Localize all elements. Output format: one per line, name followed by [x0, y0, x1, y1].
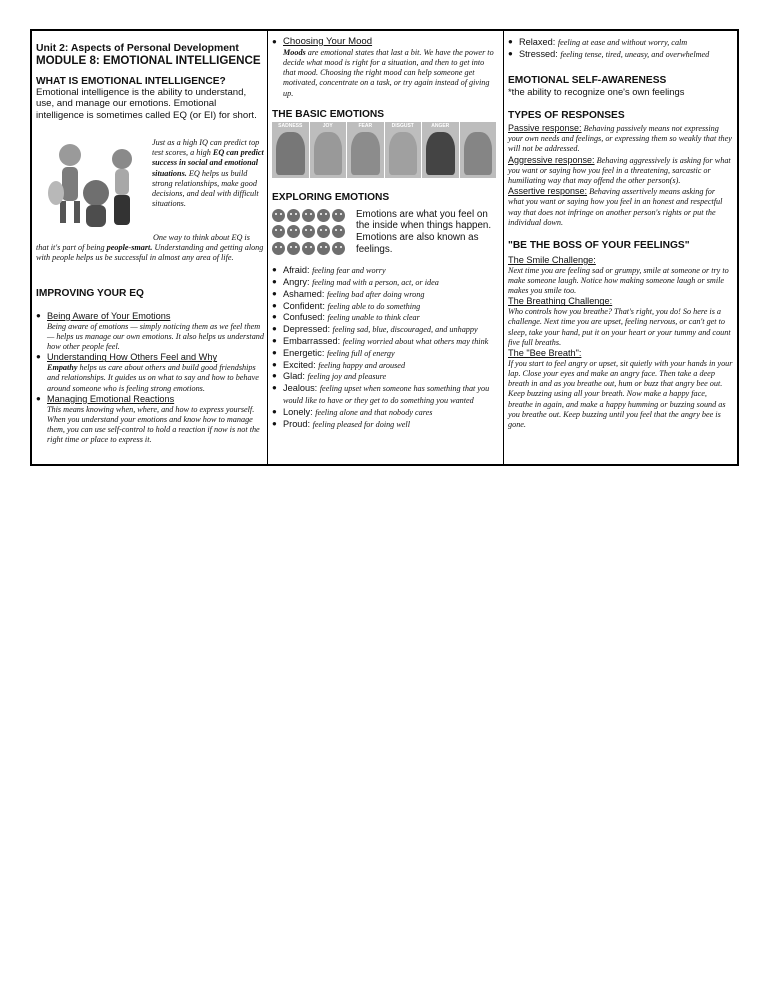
- emotion-item: ● Ashamed: feeling bad after doing wrong: [272, 289, 499, 301]
- eq-side-note: Just as a high IQ can predict top test scores, a high EQ can predict success in social and emotional situations. EQ helps us build strong relationships, make good decisions, and deal with difficult situations.: [152, 138, 264, 209]
- emotion-item: ● Glad: feeling joy and pleasure: [272, 371, 499, 383]
- self-awareness-heading: EMOTIONAL SELF-AWARENESS: [508, 74, 667, 86]
- what-heading: WHAT IS EMOTIONAL INTELLIGENCE?: [36, 76, 226, 87]
- emotion-item: ● Proud: feeling pleased for doing well: [272, 419, 499, 431]
- emotion-item: ● Excited: feeling happy and aroused: [272, 360, 499, 372]
- emotion-face: SADNESS: [272, 122, 309, 178]
- emoji-icon: [272, 209, 285, 222]
- item-title: ● Understanding How Others Feel and Why: [36, 352, 264, 363]
- boss-heading: "BE THE BOSS OF YOUR FEELINGS": [508, 240, 690, 252]
- improving-eq-section: [36, 288, 264, 445]
- exploring-heading: EXPLORING EMOTIONS: [272, 191, 390, 203]
- emotion-face: [460, 122, 497, 178]
- emotion-item: ● Relaxed: feeling at ease and without worry, calm: [508, 37, 733, 49]
- exploring-text: Emotions are what you feel on the inside when things happen. Emotions are also known as feelings.: [356, 208, 492, 255]
- what-body: Emotional intelligence is the ability to understand, use, and manage our emotions. Emotional intelligence is sometimes called EQ (or EI) for short.: [36, 87, 257, 121]
- basic-emotions-heading: THE BASIC EMOTIONS: [272, 108, 385, 120]
- item-title: ● Managing Emotional Reactions: [36, 394, 264, 405]
- emoji-icon: [287, 242, 300, 255]
- emotion-item: ● Stressed: feeling tense, tired, uneasy, and overwhelmed: [508, 49, 733, 61]
- emoji-icon: [302, 225, 315, 238]
- worksheet: [30, 29, 739, 466]
- emoji-icon: [332, 242, 345, 255]
- emoji-icon: [317, 209, 330, 222]
- emoji-icon: [272, 225, 285, 238]
- response-item: Assertive response: Behaving assertively means asking for what you want or saying how you feel in an honest and respectful way that does not infringe on another person's rights or put the individual down.: [508, 186, 723, 227]
- emoji-icon: [332, 225, 345, 238]
- emotion-item: ● Jealous: feeling upset when someone has something that you would like to have or they get to do something you wanted: [272, 383, 499, 407]
- response-item: Aggressive response: Behaving aggressively is asking for what you want or saying how you feel in a threatening, sarcastic or humiliating way that may offend the other person(s).: [508, 154, 731, 186]
- emoji-icon: [272, 242, 285, 255]
- emoji-icon: [332, 209, 345, 222]
- item-text: Empathy helps us care about others and build good friendships and relationships. It guides us on what to say and how to behave around someone who is feeling strong emotions.: [47, 363, 259, 393]
- choosing-mood-title: ● Choosing Your Mood: [272, 37, 499, 48]
- emotion-item: ● Energetic: feeling full of energy: [272, 348, 499, 360]
- item-text: Being aware of emotions — simply noticing them as we feel them — helps us manage our own emotions. It also helps us understand how other people feel.: [47, 321, 264, 352]
- challenge-text: Next time you are feeling sad or grumpy, smile at someone or try to make someone laugh. Notice how making someone laugh or smile makes you smile too.: [508, 265, 729, 296]
- choosing-mood-text: Moods are emotional states that last a bit. We have the power to decide what mood is right for a situation, and then to get into that mood. Choosing the right mood can help someone get motivated, concentrate on a task, or try again instead of giving up.: [283, 47, 494, 98]
- people-smart-note: One way to think about EQ is that it's part of being people-smart. Understanding and getting along with people helps us be successful in almost any area of life.: [36, 233, 264, 263]
- challenge-text: Who controls how you breathe? That's right, you do! So here is a challenge. Next time you are upset, feeling nervous, or can't get to sleep, take your hand, put it on your heart or your tummy and count five full breaths.: [508, 307, 731, 347]
- emoji-icon: [287, 225, 300, 238]
- emotion-face: ANGER: [422, 122, 459, 178]
- exploring-row: [272, 209, 499, 255]
- challenge-title: The Smile Challenge:: [508, 255, 596, 266]
- challenge-text: If you start to feel angry or upset, sit quietly with your hands in your lap. Close your eyes and make an angry face. Then take a deep breath in and as you breathe out, hum or buzz that angry bee out. Keep buzzing using all your breath. Now make a happy face, breathe in again, and make a happy humming or buzzing sound as you breathe out. Keep buzzing until you feel that the angry bee is gone.: [508, 358, 733, 430]
- emoji-icon: [317, 225, 330, 238]
- self-awareness-text: *the ability to recognize one's own feelings: [508, 85, 685, 97]
- item-title: ● Being Aware of Your Emotions: [36, 311, 264, 322]
- emotion-item: ● Afraid: feeling fear and worry: [272, 265, 499, 277]
- column-eq-intro: [32, 31, 268, 464]
- inside-out-characters-illustration: [40, 137, 148, 237]
- emoji-icon: [287, 209, 300, 222]
- emoji-icon: [302, 242, 315, 255]
- emotion-item: ● Depressed: feeling sad, blue, discouraged, and unhappy: [272, 324, 499, 336]
- module-title: MODULE 8: EMOTIONAL INTELLIGENCE: [36, 54, 261, 67]
- emotion-item: ● Lonely: feeling alone and that nobody cares: [272, 407, 499, 419]
- emotion-item: ● Embarrassed: feeling worried about what others may think: [272, 336, 499, 348]
- emoji-grid-image: [272, 209, 346, 255]
- challenge-title: The "Bee Breath":: [508, 348, 582, 359]
- column-emotions: [268, 31, 504, 464]
- emotion-item: ● Angry: feeling mad with a person, act, or idea: [272, 277, 499, 289]
- characters-image: [40, 137, 148, 237]
- challenge-title: The Breathing Challenge:: [508, 296, 613, 307]
- emotion-list: [272, 265, 499, 430]
- emotion-face: DISGUST: [385, 122, 422, 178]
- emotion-item: ● Confident: feeling able to do something: [272, 301, 499, 313]
- item-text: This means knowing when, where, and how to express yourself. When you understand your emotions and know how to manage them, you can use self-control to hold a reaction if now is not the right time or place to express it.: [47, 404, 260, 445]
- emotion-face: FEAR: [347, 122, 384, 178]
- types-heading: TYPES OF RESPONSES: [508, 110, 625, 121]
- emoji-icon: [317, 242, 330, 255]
- unit-title: Unit 2: Aspects of Personal Development: [36, 43, 239, 54]
- emotion-face: JOY: [310, 122, 347, 178]
- response-item: Passive response: Behaving passively means not expressing your own needs and feelings, or expressing them so weakly that they will not be addressed.: [508, 123, 732, 154]
- improving-heading: IMPROVING YOUR EQ: [36, 288, 144, 299]
- basic-emotions-image: [272, 122, 496, 178]
- column-responses: [504, 31, 737, 464]
- emotion-item: ● Confused: feeling unable to think clear: [272, 312, 499, 324]
- emoji-icon: [302, 209, 315, 222]
